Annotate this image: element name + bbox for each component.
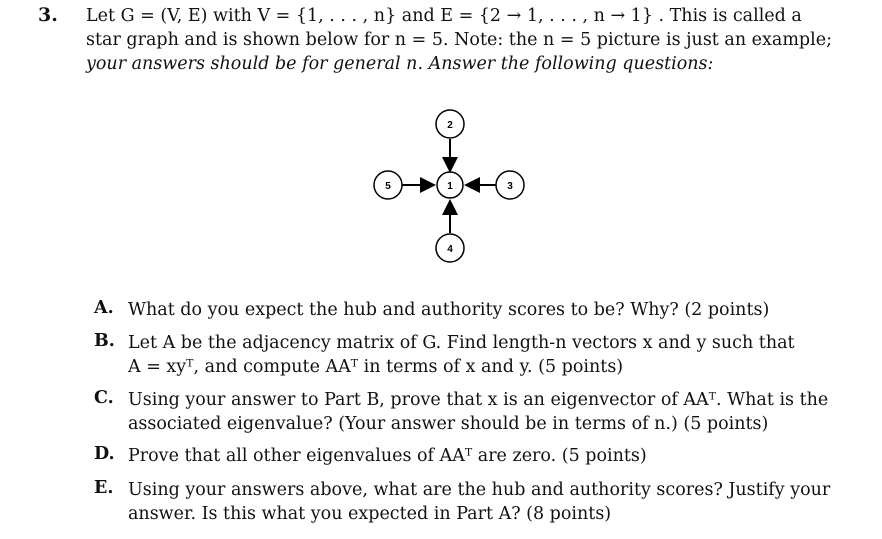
intro-line: your answers should be for general n. Answer the following questions: [86, 54, 714, 74]
part-text [128, 478, 831, 526]
part-line: answer. Is this what you expected in Part A? (8 points) [128, 504, 612, 524]
part-label: C. [94, 388, 114, 408]
part-text [128, 298, 828, 322]
intro-line: star graph and is shown below for n = 5. Note: the n = 5 picture is just an example; [86, 30, 832, 50]
part-line: associated eigenvalue? (Your answer should be in terms of n.) (5 points) [128, 414, 769, 434]
part-text [128, 444, 828, 468]
graph-node-5 [374, 171, 402, 199]
svg-text:5: 5 [385, 181, 391, 192]
part-line: Using your answers above, what are the hub and authority scores? Justify your [128, 480, 831, 500]
svg-text:2: 2 [447, 120, 453, 131]
part-text [128, 388, 828, 436]
part-line: Let A be the adjacency matrix of G. Find length-n vectors x and y such that [128, 333, 795, 353]
star-graph-diagram [360, 100, 540, 270]
part-line: A = xyᵀ, and compute AAᵀ in terms of x and y. (5 points) [128, 357, 624, 377]
graph-node-1 [437, 172, 463, 198]
part-line: Using your answer to Part B, prove that x is an eigenvector of AAᵀ. What is the [128, 390, 829, 410]
part-label: B. [94, 331, 115, 351]
part-text [128, 331, 828, 379]
svg-text:1: 1 [447, 181, 453, 192]
svg-text:4: 4 [447, 244, 453, 255]
question-number: 3. [38, 4, 58, 26]
part-line: What do you expect the hub and authority scores to be? Why? (2 points) [128, 300, 770, 320]
svg-text:3: 3 [507, 181, 513, 192]
graph-node-3 [496, 171, 524, 199]
part-line: Prove that all other eigenvalues of AAᵀ are zero. (5 points) [128, 446, 647, 466]
graph-node-2 [436, 110, 464, 138]
graph-node-4 [436, 234, 464, 262]
question-intro [86, 4, 846, 76]
part-label: E. [94, 478, 114, 498]
part-label: D. [94, 444, 115, 464]
part-label: A. [94, 298, 114, 318]
intro-line: Let G = (V, E) with V = {1, . . . , n} and E = {2 → 1, . . . , n → 1} . This is called a [86, 6, 802, 26]
